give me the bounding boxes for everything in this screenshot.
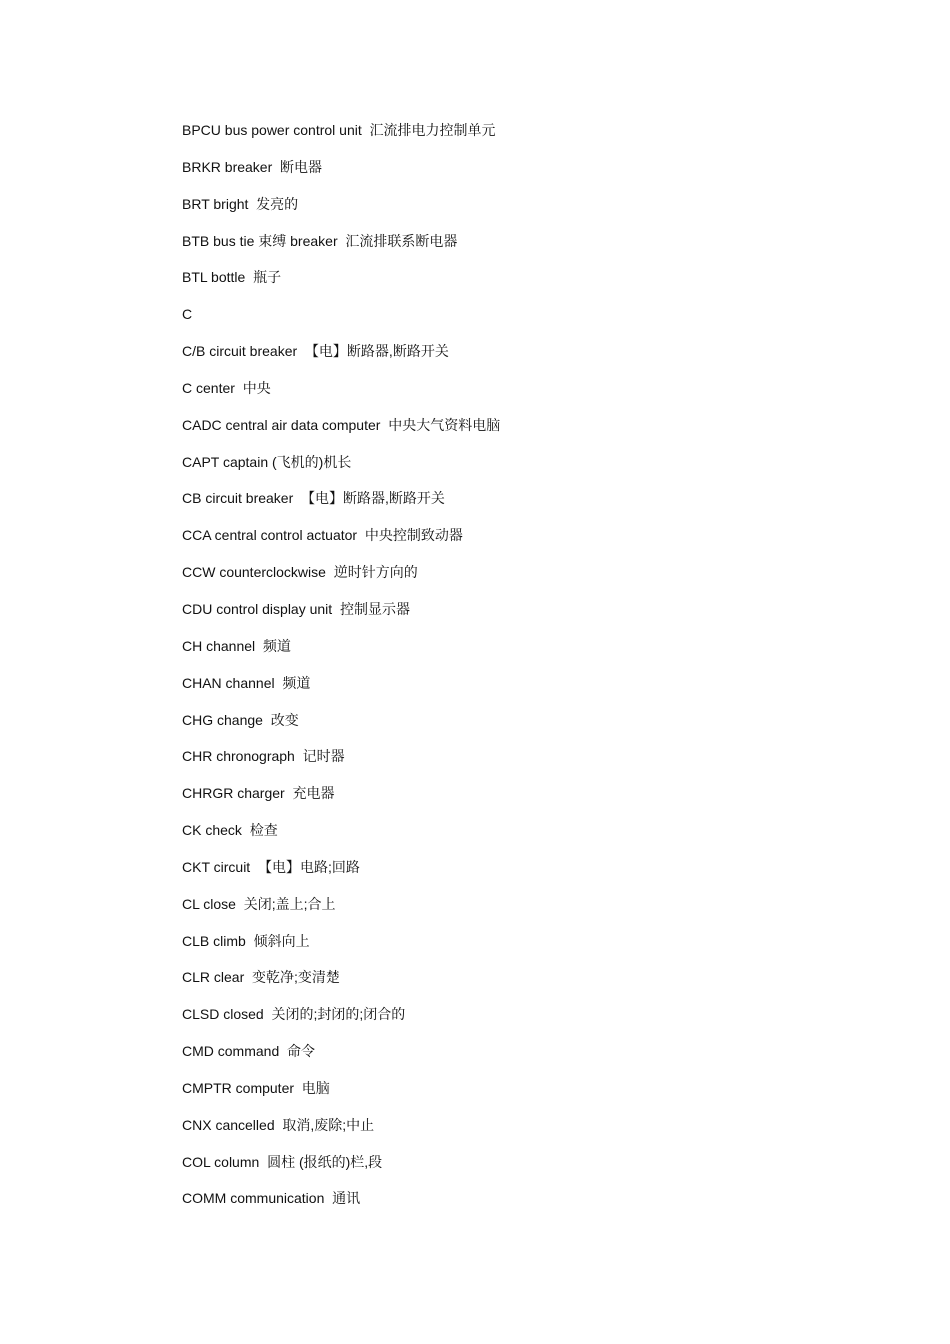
list-item: CCW counterclockwise 逆时针方向的 — [182, 564, 418, 581]
list-item: C/B circuit breaker 【电】断路器,断路开关 — [182, 343, 449, 360]
list-item: BTB bus tie 束缚 breaker 汇流排联系断电器 — [182, 232, 458, 249]
list-item: CK check 检查 — [182, 822, 278, 839]
list-item: CDU control display unit 控制显示器 — [182, 600, 410, 617]
list-item: CL close 关闭;盖上;合上 — [182, 895, 336, 912]
list-item: CLB climb 倾斜向上 — [182, 932, 310, 949]
abbreviation-list — [182, 120, 500, 1225]
list-item: CH channel 频道 — [182, 637, 291, 654]
list-item: CNX cancelled 取消,废除;中止 — [182, 1116, 375, 1133]
list-item: C center 中央 — [182, 379, 271, 396]
list-item: CMPTR computer 电脑 — [182, 1079, 330, 1096]
list-item: CAPT captain (飞机的)机长 — [182, 453, 352, 470]
list-item: CHAN channel 频道 — [182, 674, 311, 691]
list-item: CMD command 命令 — [182, 1043, 316, 1060]
list-item: CHR chronograph 记时器 — [182, 748, 345, 765]
list-item: COL column 圆柱 (报纸的)栏,段 — [182, 1153, 383, 1170]
list-item: BPCU bus power control unit 汇流排电力控制单元 — [182, 122, 496, 138]
list-item: CLR clear 变乾净;变清楚 — [182, 969, 340, 986]
list-item: CLSD closed 关闭的;封闭的;闭合的 — [182, 1006, 406, 1023]
list-item: CHG change 改变 — [182, 711, 299, 728]
list-item: CHRGR charger 充电器 — [182, 785, 335, 802]
list-item: BTL bottle 瓶子 — [182, 269, 282, 286]
list-item: COMM communication 通讯 — [182, 1190, 361, 1207]
list-item: CCA central control actuator 中央控制致动器 — [182, 527, 463, 544]
list-item: CB circuit breaker 【电】断路器,断路开关 — [182, 490, 445, 507]
list-item: CADC central air data computer 中央大气资料电脑 — [182, 416, 501, 433]
section-letter: C — [182, 306, 193, 323]
list-item: CKT circuit 【电】电路;回路 — [182, 858, 360, 875]
list-item: BRT bright 发亮的 — [182, 195, 299, 212]
list-item: BRKR breaker 断电器 — [182, 158, 323, 175]
